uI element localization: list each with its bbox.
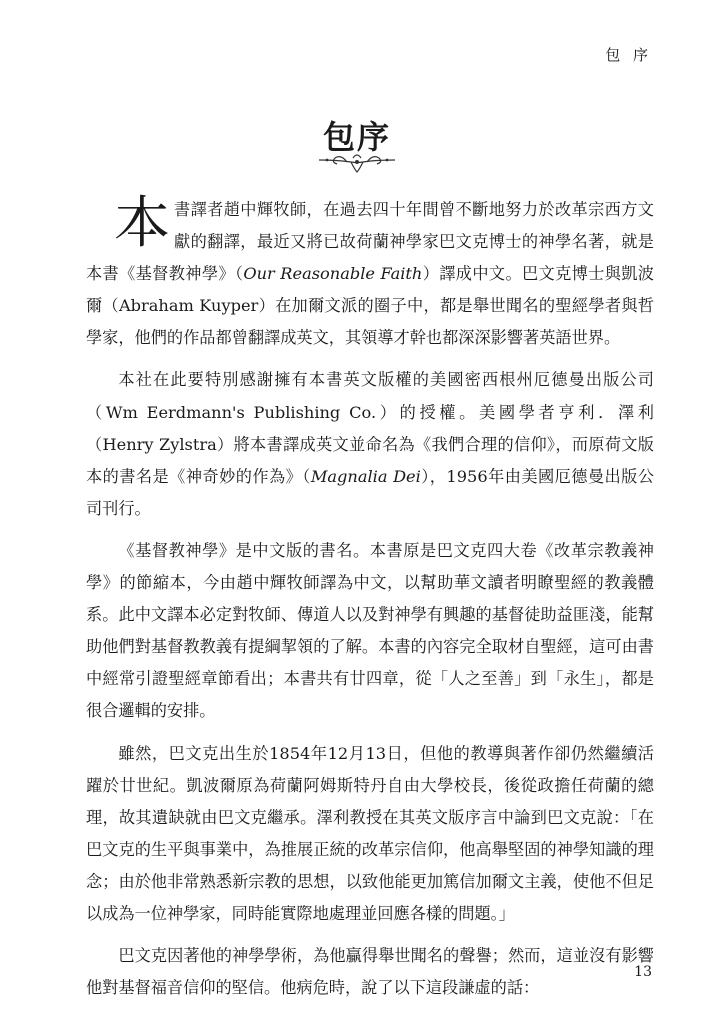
scroll-flourish-icon	[317, 148, 397, 176]
paragraph-5: 巴文克因著他的神學學術，為他贏得舉世聞名的聲譽；然而，這並沒有影響他對基督福音信仰的堅信。他病危時，說了以下這段謙虛的話：	[86, 946, 654, 998]
page-number: 13	[634, 964, 652, 980]
book-title-italic: Magnalia Dei	[310, 466, 421, 486]
paragraph-text-cont: ），1956年由美國厄德曼出版公司刊行。	[86, 466, 654, 518]
paragraph-1	[86, 191, 654, 354]
paragraph-4: 雖然，巴文克出生於1854年12月13日，但他的教導與著作卻仍然繼續活躍於廿世紀。凱波爾原為荷蘭阿姆斯特丹自由大學校長，後從政擔任荷蘭的總理，故其遺缺就由巴文克繼承。澤利教授在其英文版序言中論到巴文克說：「在巴文克的生平與事業中，為推展正統的改革宗信仰，他高舉堅固的神學知識的理念；由於他非常熟悉新宗教的思想，以致他能更加篤信加爾文主義，使他不但足以成為一位神學家，同時能實際地處理並回應各樣的問題。」	[86, 743, 654, 923]
drop-cap: 本	[114, 191, 170, 256]
paragraph-2	[86, 364, 654, 524]
book-title-italic: Our Reasonable Faith	[243, 264, 423, 284]
paragraph-text: 書譯者趙中輝牧師，在過去四十年間曾不斷地努力於改革宗西方文獻的翻譯，最近又將已故荷蘭神學家巴文克博士的神學名著，就是本書《基督教神學》（	[86, 200, 654, 284]
paragraph-3: 《基督教神學》是中文版的書名。本書原是巴文克四大卷《改革宗教義神學》的節縮本，今由趙中輝牧師譯為中文，以幫助華文讀者明瞭聖經的教義體系。此中文譯本必定對牧師、傳道人以及對神學有興趣的基督徒助益匪淺，能幫助他們對基督教教義有提綱挈領的了解。本書的內容完全取材自聖經，這可由書中經常引證聖經章節看出；本書共有廿四章，從「人之至善」到「永生」，都是很合邏輯的安排。	[86, 540, 654, 721]
paragraph-text-cont: ）譯成中文。巴文克博士與凱波爾（Abraham Kuyper）在加爾文派的圈子中，都是舉世聞名的聖經學者與哲學家，他們的作品都曾翻譯成英文，其領導才幹也都深深影響著英語世界。	[86, 264, 654, 348]
page-title: 包序	[322, 118, 391, 156]
running-header: 包 序	[605, 46, 652, 64]
body-text	[86, 191, 654, 1014]
paragraph-text: 本社在此要特別感謝擁有本書英文版權的美國密西根州厄德曼出版公司（Wm Eerdmann's Publishing Co.）的授權。美國學者亨利．澤利（Henry Zylstra）將本書譯成英文並命名為《我們合理的信仰》，而原荷文版本的書名是《神奇妙的作為》（	[86, 370, 654, 486]
